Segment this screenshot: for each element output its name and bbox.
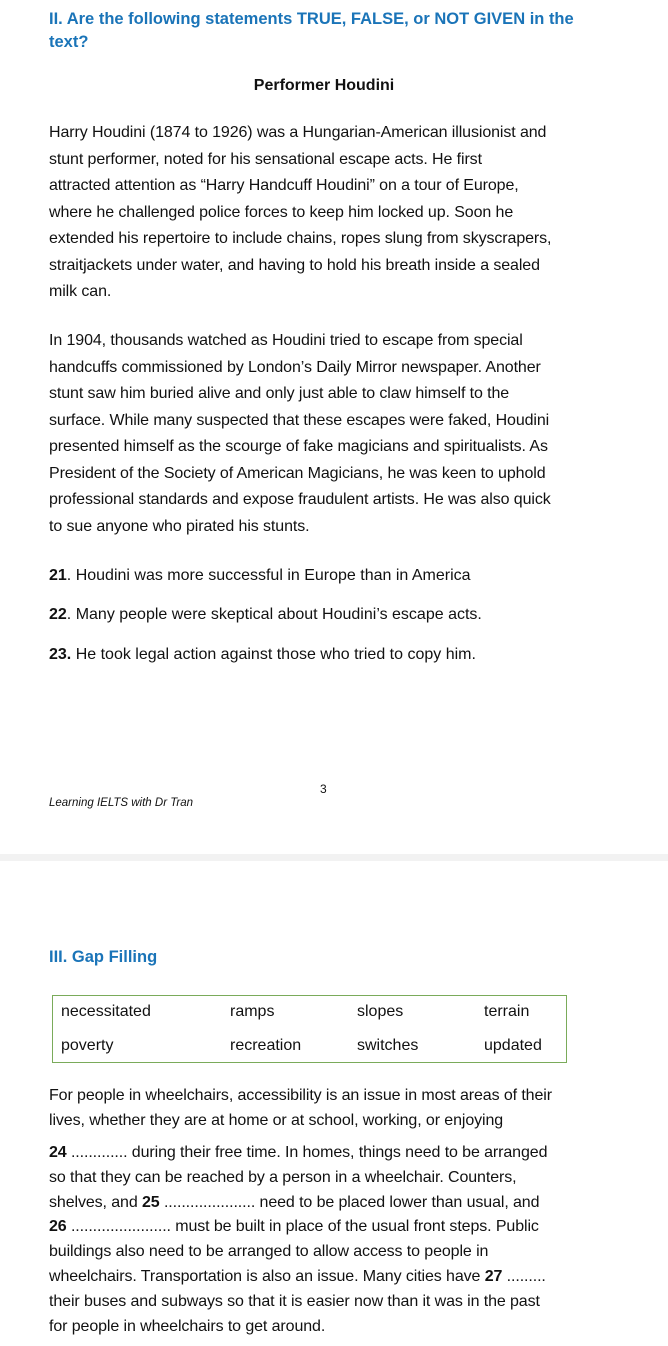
- text-line: [49, 1166, 609, 1191]
- text-line: professional standards and expose fraudulent artists. He was also quick: [49, 491, 551, 508]
- text-line: where he challenged police forces to keep him locked up. Soon he: [49, 203, 514, 221]
- text-segment: buildings also need to be arranged to allow access to people in: [49, 1243, 489, 1261]
- text-line-gap-25: [49, 1191, 609, 1216]
- passage-title: Performer Houdini: [253, 77, 395, 94]
- question-23: [49, 646, 476, 664]
- word-bank-item: necessitated: [61, 1003, 151, 1020]
- text-line: For people in wheelchairs, accessibility is an issue in most areas of their: [49, 1087, 552, 1104]
- question-21: [49, 567, 471, 585]
- section-2-heading-line-1: II. Are the following statements TRUE, FALSE, or NOT GIVEN in the: [49, 10, 574, 28]
- word-bank-item: terrain: [484, 1003, 530, 1020]
- question-separator: .: [66, 567, 76, 584]
- word-bank-item: updated: [484, 1037, 542, 1054]
- gap-number-27: 27: [484, 1267, 503, 1285]
- text-line-gap-26: [49, 1215, 609, 1240]
- passage-paragraph-1: [49, 120, 609, 306]
- text-line: presented himself as the scourge of fake magicians and spiritualists. As: [49, 438, 548, 455]
- word-bank-item: recreation: [230, 1037, 302, 1054]
- question-text: He took legal action against those who tried to copy him.: [75, 646, 476, 663]
- question-separator: .: [66, 606, 76, 623]
- gap-blank-27: .........: [502, 1267, 546, 1285]
- text-line: [49, 1240, 609, 1265]
- text-line: to sue anyone who pirated his stunts.: [49, 517, 310, 535]
- question-number: 22: [49, 606, 67, 623]
- text-line-gap-27: [49, 1265, 609, 1290]
- text-line: handcuffs commissioned by London’s Daily Mirror newspaper. Another: [49, 358, 541, 376]
- text-line: surface. While many suspected that these escapes were faked, Houdini: [49, 411, 550, 429]
- word-bank-item: slopes: [357, 1003, 404, 1020]
- text-line: stunt performer, noted for his sensational escape acts. He first: [49, 150, 482, 168]
- passage-paragraph-2: [49, 328, 609, 540]
- question-22: [49, 606, 482, 624]
- question-number: 23.: [49, 646, 72, 663]
- question-number: 21: [49, 567, 67, 584]
- text-line: attracted attention as “Harry Handcuff Houdini” on a tour of Europe,: [49, 177, 519, 194]
- text-line: [49, 1290, 609, 1315]
- text-line-gap-24: [49, 1141, 609, 1166]
- text-line: extended his repertoire to include chains, ropes slung from skyscrapers,: [49, 230, 552, 247]
- text-segment: their buses and subways so that it is easier now than it was in the past: [49, 1292, 540, 1310]
- text-segment: shelves, and: [49, 1193, 142, 1211]
- gap-fill-intro: [49, 1083, 609, 1133]
- question-text: Many people were skeptical about Houdini’s escape acts.: [75, 606, 482, 623]
- page-separator: [0, 854, 668, 861]
- text-line: Harry Houdini (1874 to 1926) was a Hungarian-American illusionist and: [49, 124, 547, 141]
- document-page-4: [0, 861, 668, 1346]
- text-line: stunt saw him buried alive and only just able to claw himself to the: [49, 385, 510, 402]
- text-line: In 1904, thousands watched as Houdini tried to escape from special: [49, 332, 523, 349]
- text-line: [49, 1315, 609, 1340]
- gap-blank-25: ..................... need to be placed lower than usual, and: [159, 1193, 540, 1211]
- gap-number-24: 24: [49, 1144, 67, 1161]
- page-number: 3: [320, 782, 327, 796]
- text-line: straitjackets under water, and having to hold his breath inside a sealed: [49, 256, 540, 274]
- word-bank-item: switches: [357, 1037, 419, 1054]
- text-line: milk can.: [49, 283, 112, 300]
- page-footer-text: Learning IELTS with Dr Tran: [49, 797, 194, 809]
- text-line: President of the Society of American Magicians, he was keen to uphold: [49, 464, 546, 482]
- text-line: lives, whether they are at home or at school, working, or enjoying: [49, 1112, 504, 1129]
- gap-fill-passage: [49, 1141, 609, 1339]
- question-text: Houdini was more successful in Europe than in America: [75, 567, 471, 584]
- gap-blank-26: ....................... must be built in place of the usual front steps. Public: [66, 1218, 539, 1236]
- section-3-heading: III. Gap Filling: [49, 948, 158, 966]
- text-segment: for people in wheelchairs to get around.: [49, 1317, 326, 1335]
- gap-blank-24: ............. during their free time. In homes, things need to be arranged: [66, 1144, 548, 1161]
- section-2-heading-line-2: text?: [49, 33, 89, 51]
- word-bank-item: poverty: [61, 1037, 114, 1054]
- word-bank-box: [52, 995, 567, 1063]
- word-bank-item: ramps: [230, 1003, 275, 1020]
- gap-number-25: 25: [141, 1193, 160, 1211]
- text-segment: so that they can be reached by a person in a wheelchair. Counters,: [49, 1168, 517, 1186]
- section-2-heading: [49, 8, 574, 54]
- gap-number-26: 26: [49, 1218, 67, 1236]
- text-segment: wheelchairs. Transportation is also an issue. Many cities have: [49, 1267, 485, 1285]
